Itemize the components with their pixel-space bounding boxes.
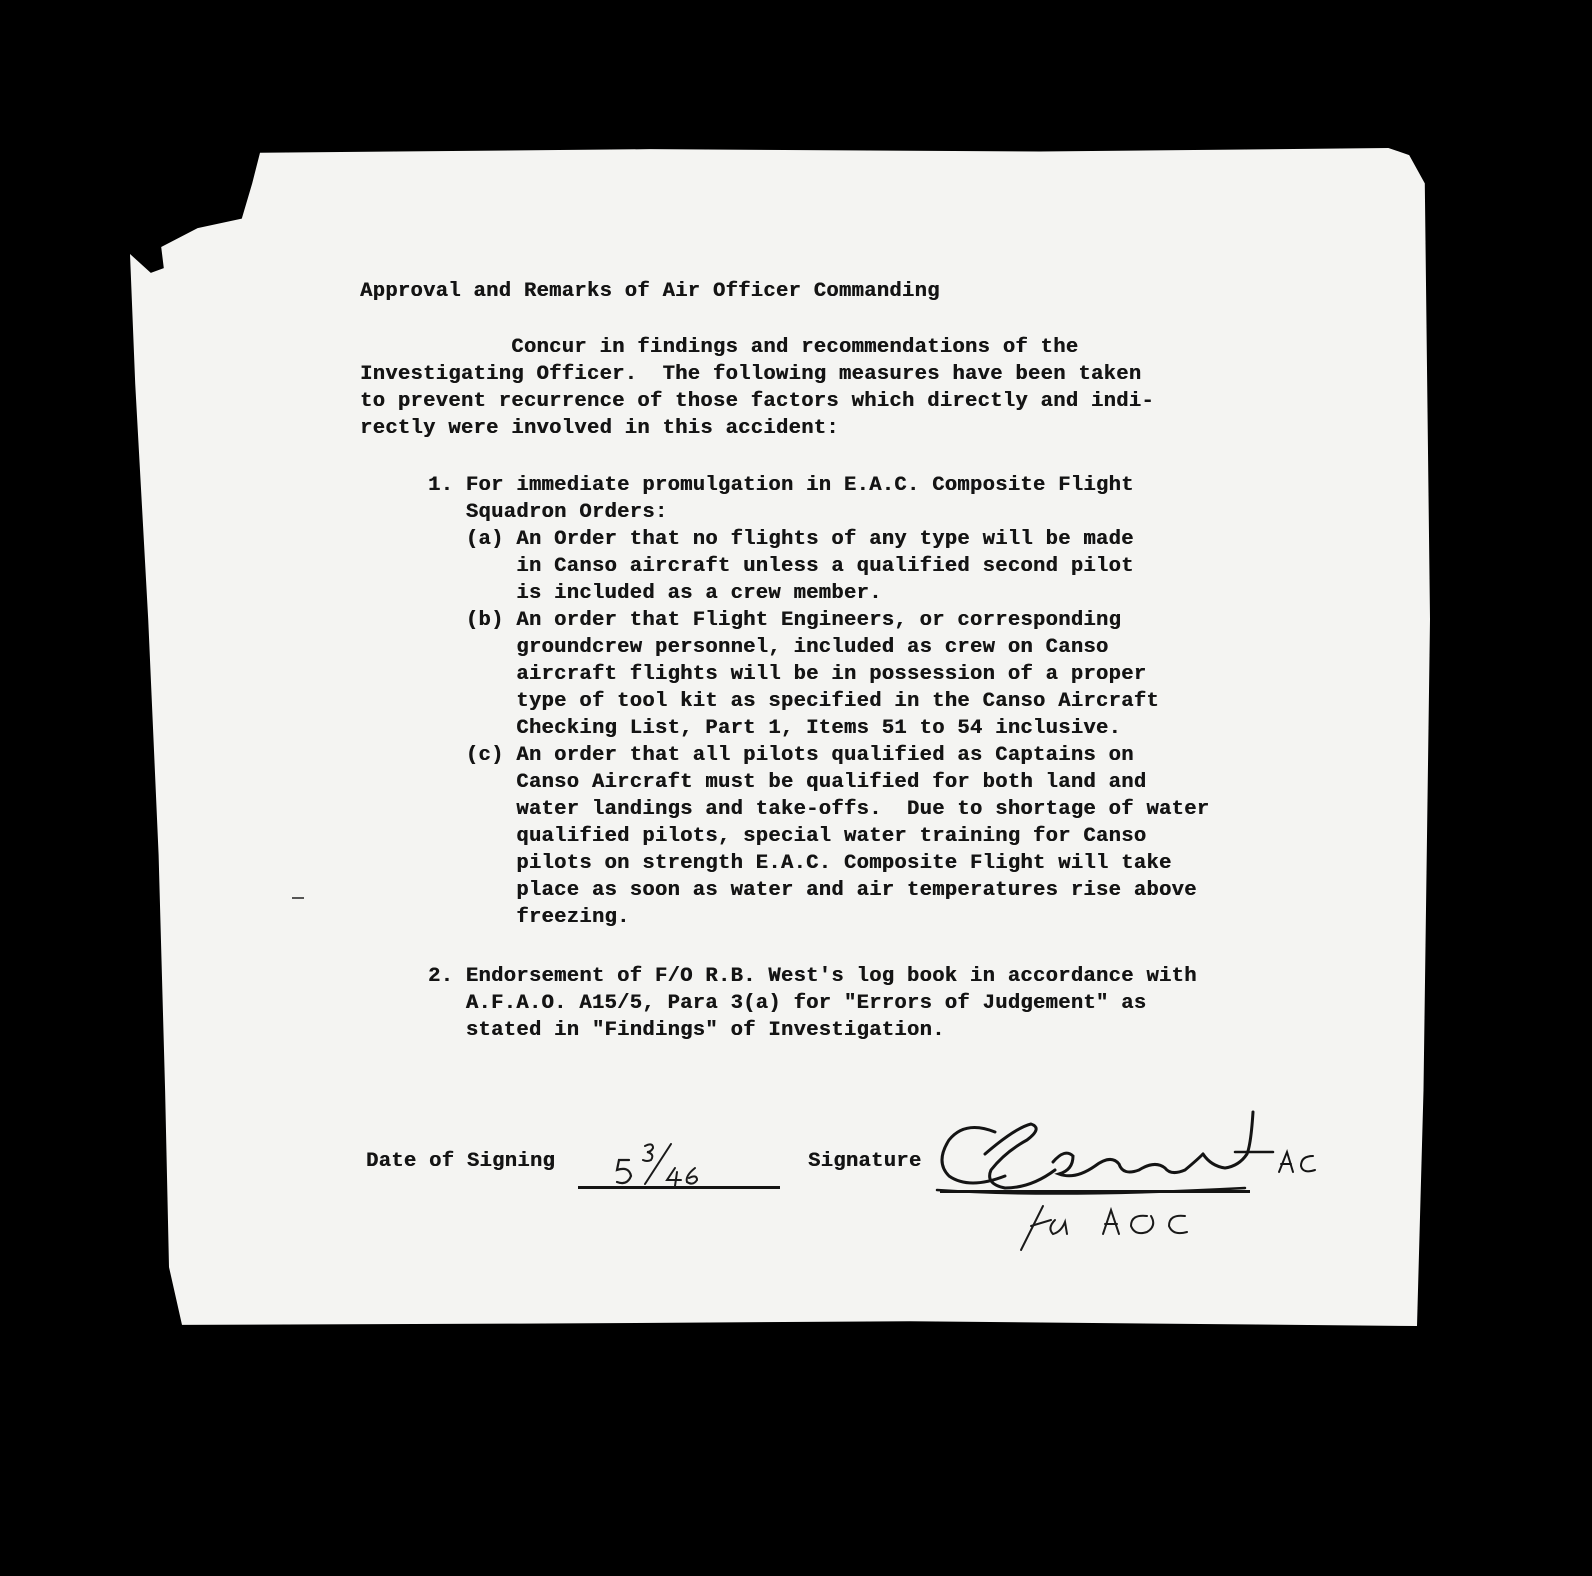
date-of-signing-label: Date of Signing	[366, 1150, 556, 1173]
measure-item-2: 2. Endorsement of F/O R.B. West's log book in accordance with A.F.A.O. A15/5, Para 3(a) for "Errors of Judgement" as stated in "Findings" of Investigation.	[428, 965, 1197, 1042]
handwritten-signature	[935, 1110, 1335, 1255]
document-heading: Approval and Remarks of Air Officer Commanding	[360, 280, 940, 303]
intro-paragraph: Concur in findings and recommendations of the Investigating Officer. The following measures have been taken to prevent recurrence of those factors which directly and indi- rectly were involved in this accident:	[360, 336, 1154, 440]
measure-item-1: 1. For immediate promulgation in E.A.C. Composite Flight Squadron Orders: (a) An Order that no flights of any type will be made in Canso aircraft unless a qualified second pilot is included as a crew member. (b) An order that Flight Engineers, or corresponding groundcrew personnel, included as crew on Canso aircraft flights will be in possession of a proper type of tool kit as specified in the Canso Aircraft Checking List, Part 1, Items 51 to 54 inclusive. (c) An order that all pilots qualified as Captains on Canso Aircraft must be qualified for both land and water landings and take-offs. Due to shortage of water qualified pilots, special water training for Canso pilots on strength E.A.C. Composite Flight will take place as soon as water and air temperatures rise above freezing.	[428, 474, 1210, 929]
margin-mark	[292, 897, 304, 899]
handwritten-date	[615, 1140, 725, 1188]
signature-label: Signature	[808, 1150, 922, 1173]
